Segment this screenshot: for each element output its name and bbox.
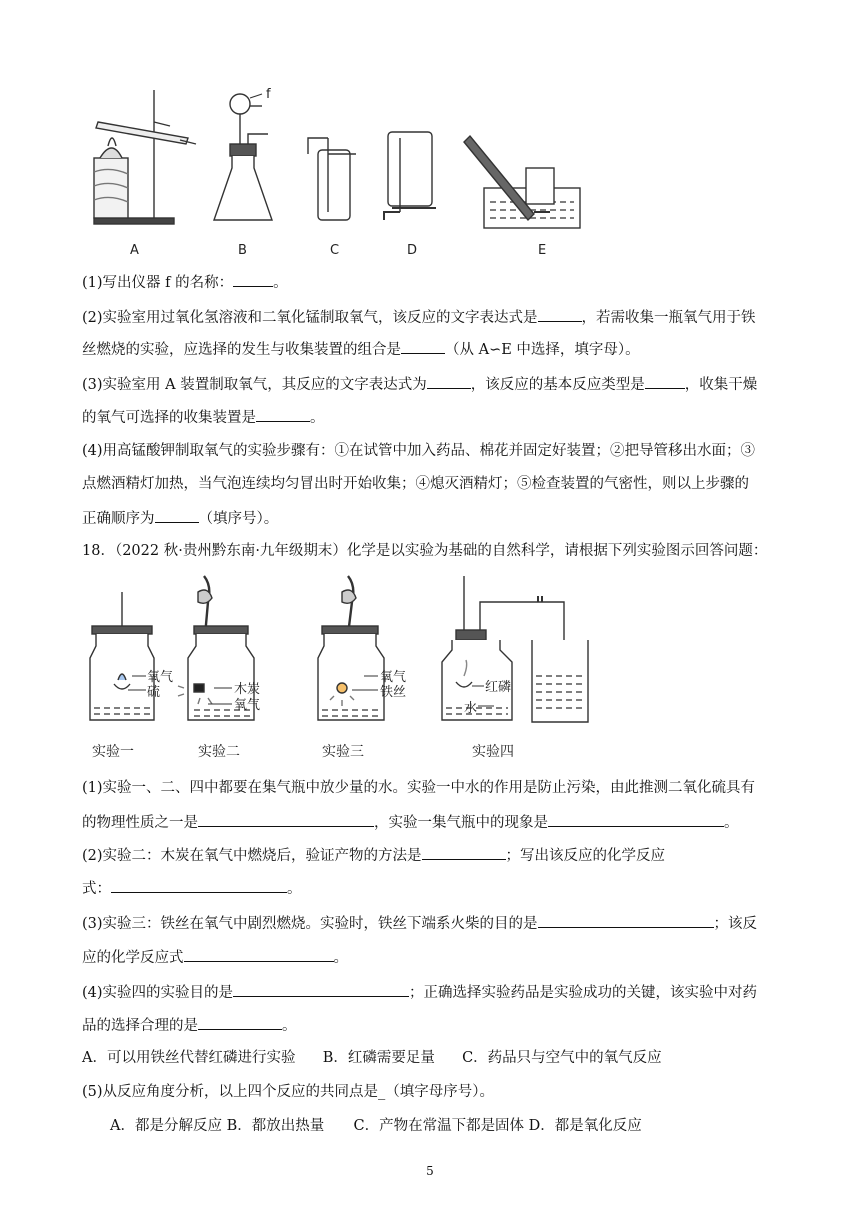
page-number: 5 <box>426 1164 434 1178</box>
exp2-label: 实验二 <box>198 744 240 760</box>
label-a: A <box>130 243 139 258</box>
experiment-3 <box>318 576 384 720</box>
exp1-label: 实验一 <box>92 744 134 760</box>
exp1-callout-oxygen: 氧气 <box>147 670 174 685</box>
q18-part1-line1: (1)实验一、二、四中都要在集气瓶中放少量的水。实验一中水的作用是防止污染，由此推测二氧化硫具有 <box>82 780 756 796</box>
blank-word-equation-h2o2[interactable] <box>538 306 582 322</box>
blank-carbon-equation[interactable] <box>111 877 287 893</box>
q18-part4-options <box>82 1048 782 1068</box>
q17-part2-line2: 丝燃烧的实验，应选择的发生与收集装置的组合是 （从 A∽E 中选择，填字母）。 <box>82 338 782 360</box>
blank-verify-product[interactable] <box>422 844 506 860</box>
blank-reagent-choice[interactable] <box>198 1014 282 1030</box>
apparatus-c <box>308 138 356 220</box>
q17-part4-line1: (4)用高锰酸钾制取氧气的实验步骤有：①在试管中加入药品、棉花并固定好装置；②把导管移出水面；③ <box>82 443 756 459</box>
q18-p4-option-c: C．药品只与空气中的氧气反应 <box>462 1050 662 1066</box>
blank-apparatus-combo[interactable] <box>401 338 445 354</box>
exp2-callout-charcoal: 木炭 <box>234 682 261 697</box>
exp4-label: 实验四 <box>472 744 514 760</box>
q18-part5-options <box>110 1116 810 1136</box>
q18-p5-option-d: D．都是氧化反应 <box>528 1118 642 1134</box>
blank-instrument-name[interactable] <box>233 271 273 287</box>
exp3-callout-oxygen: 氧气 <box>380 670 407 685</box>
blank-word-equation-a[interactable] <box>427 373 471 389</box>
q17-part3-line1: (3)实验室用 A 装置制取氧气，其反应的文字表达式为 ，该反应的基本反应类型是 ，收集干燥 <box>82 373 782 395</box>
apparatus-e <box>464 136 580 228</box>
q18-p5-option-a: A．都是分解反应 <box>110 1118 222 1134</box>
blank-so2-property[interactable] <box>198 811 374 827</box>
blank-reaction-type[interactable] <box>645 373 685 389</box>
blank-dry-collection[interactable] <box>256 406 310 422</box>
experiments-figure <box>80 572 600 772</box>
exp1-callout-sulfur: 硫 <box>147 685 161 700</box>
apparatus-a <box>94 90 196 224</box>
blank-match-purpose[interactable] <box>538 912 714 928</box>
experiment-1 <box>90 592 154 720</box>
q18-part2-line1: (2)实验二：木炭在氧气中燃烧后，验证产物的方法是 ；写出该反应的化学反应 <box>82 844 782 866</box>
q17-part4-line3: 正确顺序为 （填序号）。 <box>82 507 782 529</box>
q18-part3-line2: 应的化学反应式 。 <box>82 946 782 968</box>
q18-part4-line2: 品的选择合理的是 。 <box>82 1014 782 1036</box>
q18-part3-line1: (3)实验三：铁丝在氧气中剧烈燃烧。实验时，铁丝下端系火柴的目的是 ；该反 <box>82 912 782 934</box>
q18-p4-option-b: B．红磷需要足量 <box>322 1050 435 1066</box>
q18-p4-option-a: A．可以用铁丝代替红磷进行实验 <box>82 1050 296 1066</box>
apparatus-figure <box>80 82 600 262</box>
exp4-callout-red-phosphorus: 红磷 <box>485 680 512 695</box>
q18-part5: (5)从反应角度分析，以上四个反应的共同点是_（填字母序号）。 <box>82 1084 495 1100</box>
apparatus-b <box>214 94 272 220</box>
q18-p5-option-b: B．都放出热量 <box>226 1118 325 1134</box>
exp2-callout-oxygen: 氧气 <box>234 698 261 713</box>
blank-step-order[interactable] <box>155 507 199 523</box>
q18-p5-option-c: C．产物在常温下都是固体 <box>353 1118 525 1134</box>
blank-exp1-phenomenon[interactable] <box>548 811 724 827</box>
apparatus-d <box>384 132 436 220</box>
q17-part2-line1: (2)实验室用过氧化氢溶液和二氧化锰制取氧气，该反应的文字表达式是 ，若需收集一瓶氧气用于铁 <box>82 306 782 328</box>
q17-part3-line2: 的氧气可选择的收集装置是 。 <box>82 406 782 428</box>
q18-part4-line1: (4)实验四的实验目的是 ；正确选择实验药品是实验成功的关键，该实验中对药 <box>82 981 782 1003</box>
exp4-callout-water: 水 <box>464 701 478 716</box>
exp3-label: 实验三 <box>322 744 364 760</box>
blank-exp4-purpose[interactable] <box>233 981 409 997</box>
q18-part1-line2: 的物理性质之一是 ，实验一集气瓶中的现象是 。 <box>82 811 782 833</box>
exp3-callout-iron-wire: 铁丝 <box>380 685 407 700</box>
label-b: B <box>238 243 247 258</box>
label-e: E <box>538 243 547 258</box>
q18-part2-line2: 式： 。 <box>82 877 782 899</box>
q17-part1: (1)写出仪器 f 的名称： 。 <box>82 271 782 293</box>
q18-title: 18．（2022 秋·贵州黔东南·九年级期末）化学是以实验为基础的自然科学，请根据下列实验图示回答问题： <box>82 543 768 559</box>
blank-iron-equation[interactable] <box>184 946 334 962</box>
label-d: D <box>407 243 418 258</box>
label-c: C <box>330 243 340 258</box>
callout-f: f <box>266 87 271 102</box>
q17-part4-line2: 点燃酒精灯加热，当气泡连续均匀冒出时开始收集；④熄灭酒精灯；⑤检查装置的气密性，则以上步骤的 <box>82 476 749 492</box>
